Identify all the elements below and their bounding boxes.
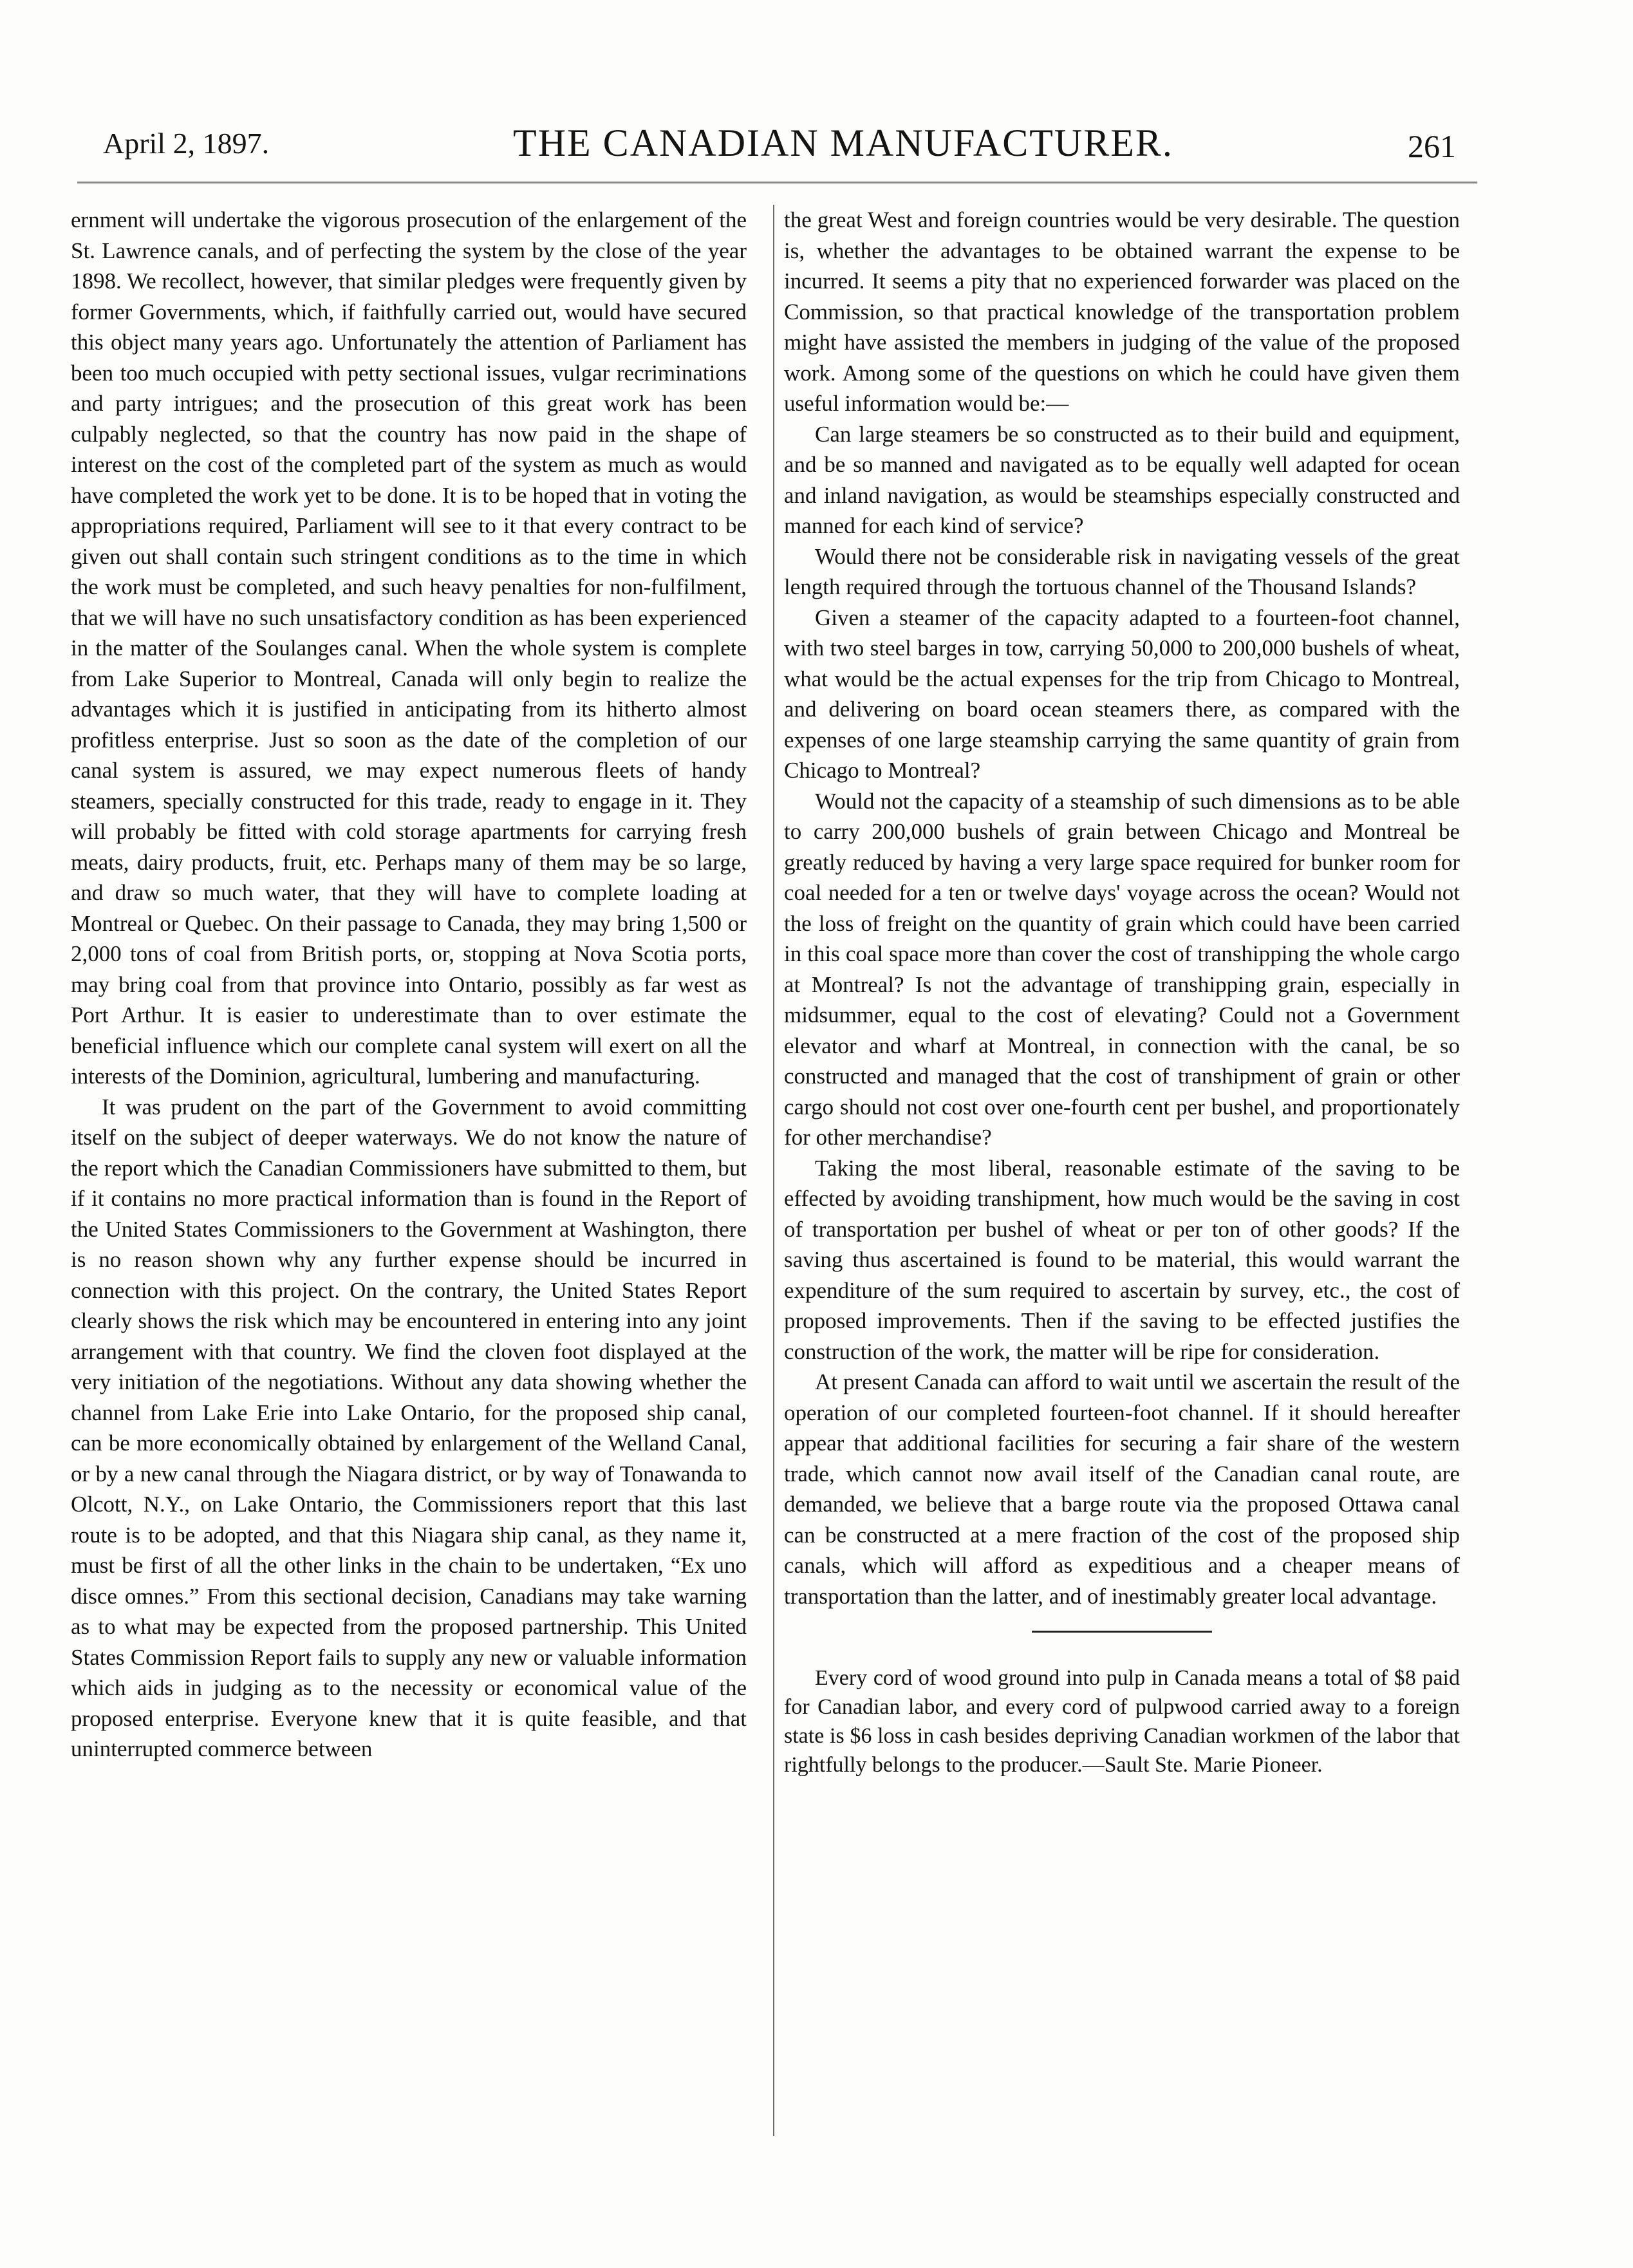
article-paragraph: the great West and foreign countries would be very desirable. The question is, whether the advantages to be obtained warrant the expense to be incurred. It seems a pity that no experienced forwarder was placed on the Commission, so that practical knowledge of the transportation problem might have assisted the members in judging of the value of the proposed work. Among some of the questions on which he could have given them useful information would be:— (784, 207, 1460, 416)
section-separator (1032, 1631, 1212, 1633)
left-column (71, 205, 747, 1765)
column-divider (773, 205, 774, 2136)
header-rule (77, 182, 1477, 183)
page-number: 261 (1408, 128, 1456, 164)
article-paragraph: Taking the most liberal, reasonable estimate of the saving to be effected by avoiding transhipment, how much would be the saving in cost of transportation per bushel of wheat or per ton of other goods? If the saving thus ascertained is found to be material, this would warrant the expenditure of the sum required to ascertain by survey, etc., the cost of proposed improvements. Then if the saving to be effected justifies the construction of the work, the matter will be ripe for consideration. (784, 1155, 1460, 1364)
page-header (97, 121, 1468, 173)
question-paragraph: Given a steamer of the capacity adapted to a fourteen-foot channel, with two steel barges in tow, carrying 50,000 to 200,000 bushels of wheat, what would be the actual expenses for the trip from Chicago to Montreal, and delivering on board ocean steamers there, as compared with the expenses of one large steamship carrying the same quantity of grain from Chicago to Montreal? (784, 604, 1460, 783)
right-column (784, 205, 1460, 1779)
question-paragraph: Can large steamers be so constructed as to their build and equipment, and be so manned and navigated as to be equally well adapted for ocean and inland navigation, as would be steamships especially constructed and manned for each kind of service? (784, 421, 1460, 538)
news-note: Every cord of wood ground into pulp in Canada means a total of $8 paid for Canadian labor, and every cord of pulpwood carried away to a foreign state is $6 loss in cash besides depriving Canadian workmen of the labor that rightfully belongs to the producer.—Sault Ste. Marie Pioneer. (784, 1666, 1460, 1777)
question-paragraph: Would there not be considerable risk in navigating vessels of the great length required through the tortuous channel of the Thousand Islands? (784, 543, 1460, 599)
question-paragraph: Would not the capacity of a steamship of such dimensions as to be able to carry 200,000 bushels of grain between Chicago and Montreal be greatly reduced by having a very large space required for bunker room for coal needed for a ten or twelve days' voyage across the ocean? Would not the loss of freight on the quantity of grain which could have been carried in this coal space more than cover the cost of transhipping the whole cargo at Montreal? Is not the advantage of transhipping grain, especially in midsummer, equal to the cost of elevating? Could not a Government elevator and wharf at Montreal, in connection with the canal, be so constructed and managed that the cost of transhipment of grain or other cargo should not cost over one-fourth cent per bushel, and proportionately for other merchandise? (784, 788, 1460, 1150)
publication-title: THE CANADIAN MANUFACTURER. (513, 122, 1173, 164)
article-paragraph: At present Canada can afford to wait until we ascertain the result of the operation of our completed fourteen-foot channel. If it should hereafter appear that additional facilities for securing a fair share of the western trade, which cannot now avail itself of the Canadian canal route, are demanded, we believe that a barge route via the proposed Ottawa canal can be constructed at a mere fraction of the cost of the proposed ship canals, which will afford as expeditious and a cheaper means of transportation than the latter, and of inestimably greater local advantage. (784, 1369, 1460, 1609)
article-paragraph: It was prudent on the part of the Government to avoid committing itself on the subject of deeper waterways. We do not know the nature of the report which the Canadian Commissioners have submitted to them, but if it contains no more practical information than is found in the Report of the United States Commissioners to the Government at Washington, there is no reason shown why any further expense should be incurred in connection with this project. On the contrary, the United States Report clearly shows the risk which may be encountered in entering into any joint arrangement with that country. We find the cloven foot displayed at the very initiation of the negotiations. Without any data showing whether the channel from Lake Erie into Lake Ontario, for the proposed ship canal, can be more economically obtained by enlargement of the Welland Canal, or by a new canal through the Niagara district, or by way of Tonawanda to Olcott, N.Y., on Lake Ontario, the Commissioners report that this last route is to be adopted, and that this Niagara ship canal, as they name it, must be first of all the other links in the chain to be undertaken, “Ex uno disce omnes.” From this sectional decision, Canadians may take warning as to what may be expected from the proposed partnership. This United States Commission Report fails to supply any new or valuable information which aids in judging as to the necessity or economical value of the proposed enterprise. Everyone knew that it is quite feasible, and that uninterrupted commerce between (71, 1094, 747, 1761)
issue-date: April 2, 1897. (103, 127, 270, 160)
article-paragraph: ernment will undertake the vigorous prosecution of the enlargement of the St. Lawrence canals, and of perfecting the system by the close of the year 1898. We recollect, however, that similar pledges were frequently given by former Governments, which, if faithfully carried out, would have secured this object many years ago. Unfortunately the attention of Parliament has been too much occupied with petty sectional issues, vulgar recriminations and party intrigues; and the prosecution of this great work has been culpably neglected, so that the country has now paid in the shape of interest on the cost of the completed part of the system as much as would have completed the work yet to be done. It is to be hoped that in voting the appropriations required, Parliament will see to it that every contract to be given out shall contain such stringent conditions as to the time in which the work must be completed, and such heavy penalties for non-fulfilment, that we will have no such unsatisfactory condition as has been experienced in the matter of the Soulanges canal. When the whole system is complete from Lake Superior to Montreal, Canada will only begin to realize the advantages which it is justified in anticipating from its hitherto almost profitless enterprise. Just so soon as the date of the completion of our canal system is assured, we may expect numerous fleets of handy steamers, specially constructed for this trade, ready to engage in it. They will probably be fitted with cold storage apartments for carrying fresh meats, dairy products, fruit, etc. Perhaps many of them may be so large, and draw so much water, that they will have to complete loading at Montreal or Quebec. On their passage to Canada, they may bring 1,500 or 2,000 tons of coal from British ports, or, stopping at Nova Scotia ports, may bring coal from that province into Ontario, possibly as far west as Port Arthur. It is easier to underestimate than to over estimate the beneficial influence which our complete canal system will exert on all the interests of the Dominion, agricultural, lumbering and manufacturing. (71, 207, 747, 1089)
